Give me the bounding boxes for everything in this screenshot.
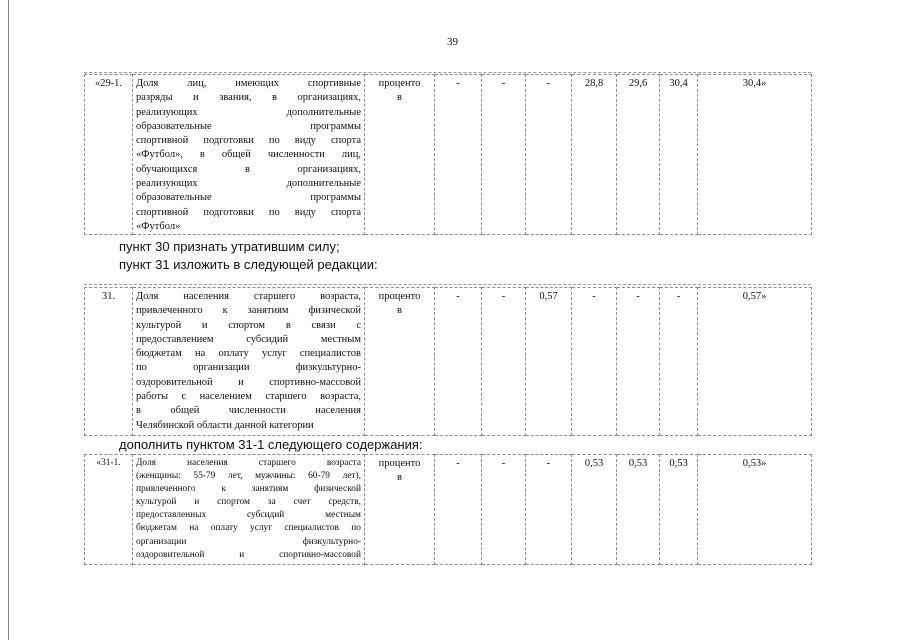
- desc-line: образовательные программы: [136, 192, 361, 204]
- unit-cell: [365, 455, 435, 565]
- desc-line: оздоровительной и спортивно-массовой: [136, 549, 361, 560]
- desc-line: Доля населения старшего возраста,: [136, 291, 361, 302]
- unit-text: проценто: [378, 78, 421, 89]
- desc-line: бюджетам на оплату услуг специалистов: [136, 348, 361, 360]
- value-cell: 30,4: [660, 75, 698, 235]
- desc-line: реализующих дополнительные: [136, 178, 361, 190]
- desc-line: привлеченного к занятиям физической: [136, 484, 361, 495]
- paragraph-30: пункт 30 признать утратившим силу;: [119, 239, 340, 254]
- desc-line: работы с населением старшего возраста,: [136, 391, 361, 403]
- unit-cell: [365, 288, 435, 436]
- total-cell: 0,57»: [698, 288, 812, 436]
- value-cell: -: [526, 455, 572, 565]
- unit-text: проценто: [378, 291, 421, 302]
- unit-text: в: [397, 92, 402, 104]
- unit-text: проценто: [378, 458, 421, 469]
- indicator-description: [133, 455, 365, 565]
- desc-line: предоставлением субсидий местным: [136, 333, 361, 345]
- value-cell: -: [526, 75, 572, 235]
- unit-cell: [365, 75, 435, 235]
- desc-line: привлеченного к занятиям физической: [136, 305, 361, 317]
- page-left-border: [8, 0, 9, 640]
- desc-line: реализующих дополнительные: [136, 106, 361, 118]
- desc-line: культурой и спортом за счет средств,: [136, 497, 361, 508]
- value-cell: 0,53: [660, 455, 698, 565]
- table-row-31-1: [84, 454, 812, 565]
- desc-line: Доля населения старшего возраста: [136, 458, 361, 468]
- desc-line: обучающихся в организациях,: [136, 163, 361, 175]
- value-cell: -: [482, 455, 526, 565]
- value-cell: 28,8: [572, 75, 617, 235]
- value-cell: -: [482, 288, 526, 436]
- value-cell: -: [435, 455, 482, 565]
- value-cell: -: [572, 288, 617, 436]
- desc-line: организации физкультурно-: [136, 536, 361, 547]
- desc-line: Доля лиц, имеющих спортивные: [136, 78, 361, 89]
- desc-line: «Футбол»: [136, 220, 181, 232]
- page-number: 39: [447, 36, 458, 48]
- indicator-description: [133, 288, 365, 436]
- unit-text: в: [397, 472, 402, 484]
- total-cell: 0,53»: [698, 455, 812, 565]
- desc-line: спортивной подготовки по виду спорта: [136, 206, 361, 218]
- value-cell: -: [435, 288, 482, 436]
- desc-line: «Футбол», в общей численности лиц,: [136, 149, 361, 161]
- unit-text: в: [397, 305, 402, 317]
- table-row-29-1: [84, 74, 812, 235]
- value-cell: 0,53: [617, 455, 660, 565]
- paragraph-31: пункт 31 изложить в следующей редакции:: [119, 257, 378, 272]
- value-cell: 0,57: [526, 288, 572, 436]
- desc-line: бюджетам на оплату услуг специалистов по: [136, 523, 361, 534]
- value-cell: -: [435, 75, 482, 235]
- desc-line: Челябинской области данной категории: [136, 419, 314, 431]
- row-number: «29-1.: [85, 75, 133, 235]
- value-cell: 0,53: [572, 455, 617, 565]
- desc-line: разряды и звания, в организациях,: [136, 92, 361, 104]
- table-row-31: [84, 287, 812, 436]
- value-cell: 29,6: [617, 75, 660, 235]
- desc-line: оздоровительной и спортивно-массовой: [136, 376, 361, 388]
- desc-line: в общей численности населения: [136, 405, 361, 417]
- desc-line: по организации физкультурно-: [136, 362, 361, 374]
- value-cell: -: [617, 288, 660, 436]
- desc-line: спортивной подготовки по виду спорта: [136, 135, 361, 147]
- desc-line: культурой и спортом в связи с: [136, 319, 361, 331]
- desc-line: (женщины: 55-79 лет, мужчины: 60-79 лет),: [136, 471, 361, 482]
- desc-line: предоставленных субсидий местным: [136, 510, 361, 521]
- total-cell: 30,4»: [698, 75, 812, 235]
- indicator-description: [133, 75, 365, 235]
- table-top-rule: [84, 284, 811, 286]
- row-number: «31-1.: [85, 455, 133, 565]
- desc-line: образовательные программы: [136, 120, 361, 132]
- row-number: 31.: [85, 288, 133, 436]
- paragraph-31-1: дополнить пунктом 31-1 следующего содержания:: [119, 437, 423, 452]
- value-cell: -: [482, 75, 526, 235]
- value-cell: -: [660, 288, 698, 436]
